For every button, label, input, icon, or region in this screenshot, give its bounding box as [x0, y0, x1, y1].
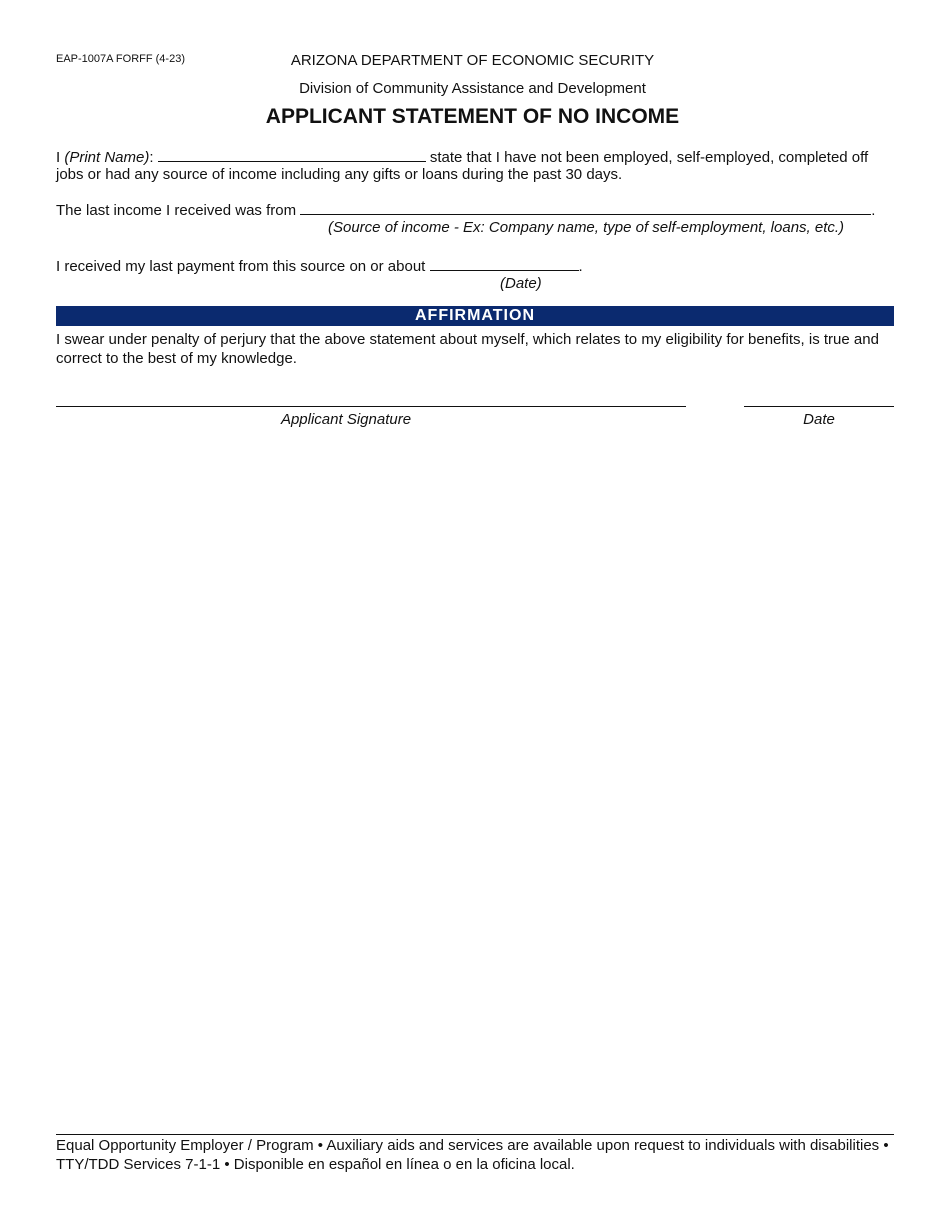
- applicant-signature-field[interactable]: [56, 406, 686, 407]
- statement-colon: :: [149, 149, 154, 166]
- division-name: Division of Community Assistance and Development: [299, 80, 646, 97]
- last-payment-period: .: [578, 258, 583, 275]
- agency-name: ARIZONA DEPARTMENT OF ECONOMIC SECURITY: [290, 52, 655, 69]
- statement-prefix: I: [56, 149, 65, 166]
- footer-divider: [56, 1134, 894, 1135]
- signature-date-field[interactable]: [744, 406, 894, 407]
- last-payment-line: [56, 256, 583, 275]
- last-income-line: [56, 200, 875, 219]
- statement-text-after-name: state that I have not been employed, self-employed, completed off: [429, 149, 869, 166]
- last-income-period: .: [871, 202, 876, 219]
- last-income-label: The last income I received was from: [56, 202, 297, 219]
- last-payment-date-field[interactable]: [430, 256, 579, 271]
- form-title: APPLICANT STATEMENT OF NO INCOME: [265, 105, 680, 128]
- applicant-signature-label: Applicant Signature: [280, 411, 412, 428]
- footer-text: Equal Opportunity Employer / Program • Auxiliary aids and services are available upon request to individuals with disabilities • TTY/TDD Services 7-1-1 • Disponible en español en línea o en la oficina local.: [56, 1137, 889, 1173]
- form-id: EAP-1007A FORFF (4-23): [56, 53, 185, 65]
- last-payment-date-caption: (Date): [500, 275, 542, 292]
- signature-date-label: Date: [803, 411, 835, 428]
- income-source-field[interactable]: [300, 200, 871, 215]
- print-name-field[interactable]: [158, 147, 426, 162]
- last-payment-label: I received my last payment from this source on or about: [56, 258, 426, 275]
- statement-line-1: [56, 147, 868, 166]
- affirmation-text: I swear under penalty of perjury that the above statement about myself, which relates to my eligibility for benefits, is true and correct to the best of my knowledge.: [56, 331, 879, 367]
- affirmation-heading: AFFIRMATION: [56, 306, 894, 326]
- print-name-label: (Print Name): [64, 149, 150, 166]
- statement-line-2: jobs or had any source of income including any gifts or loans during the past 30 days.: [56, 166, 623, 183]
- income-source-caption: (Source of income - Ex: Company name, type of self-employment, loans, etc.): [328, 219, 845, 236]
